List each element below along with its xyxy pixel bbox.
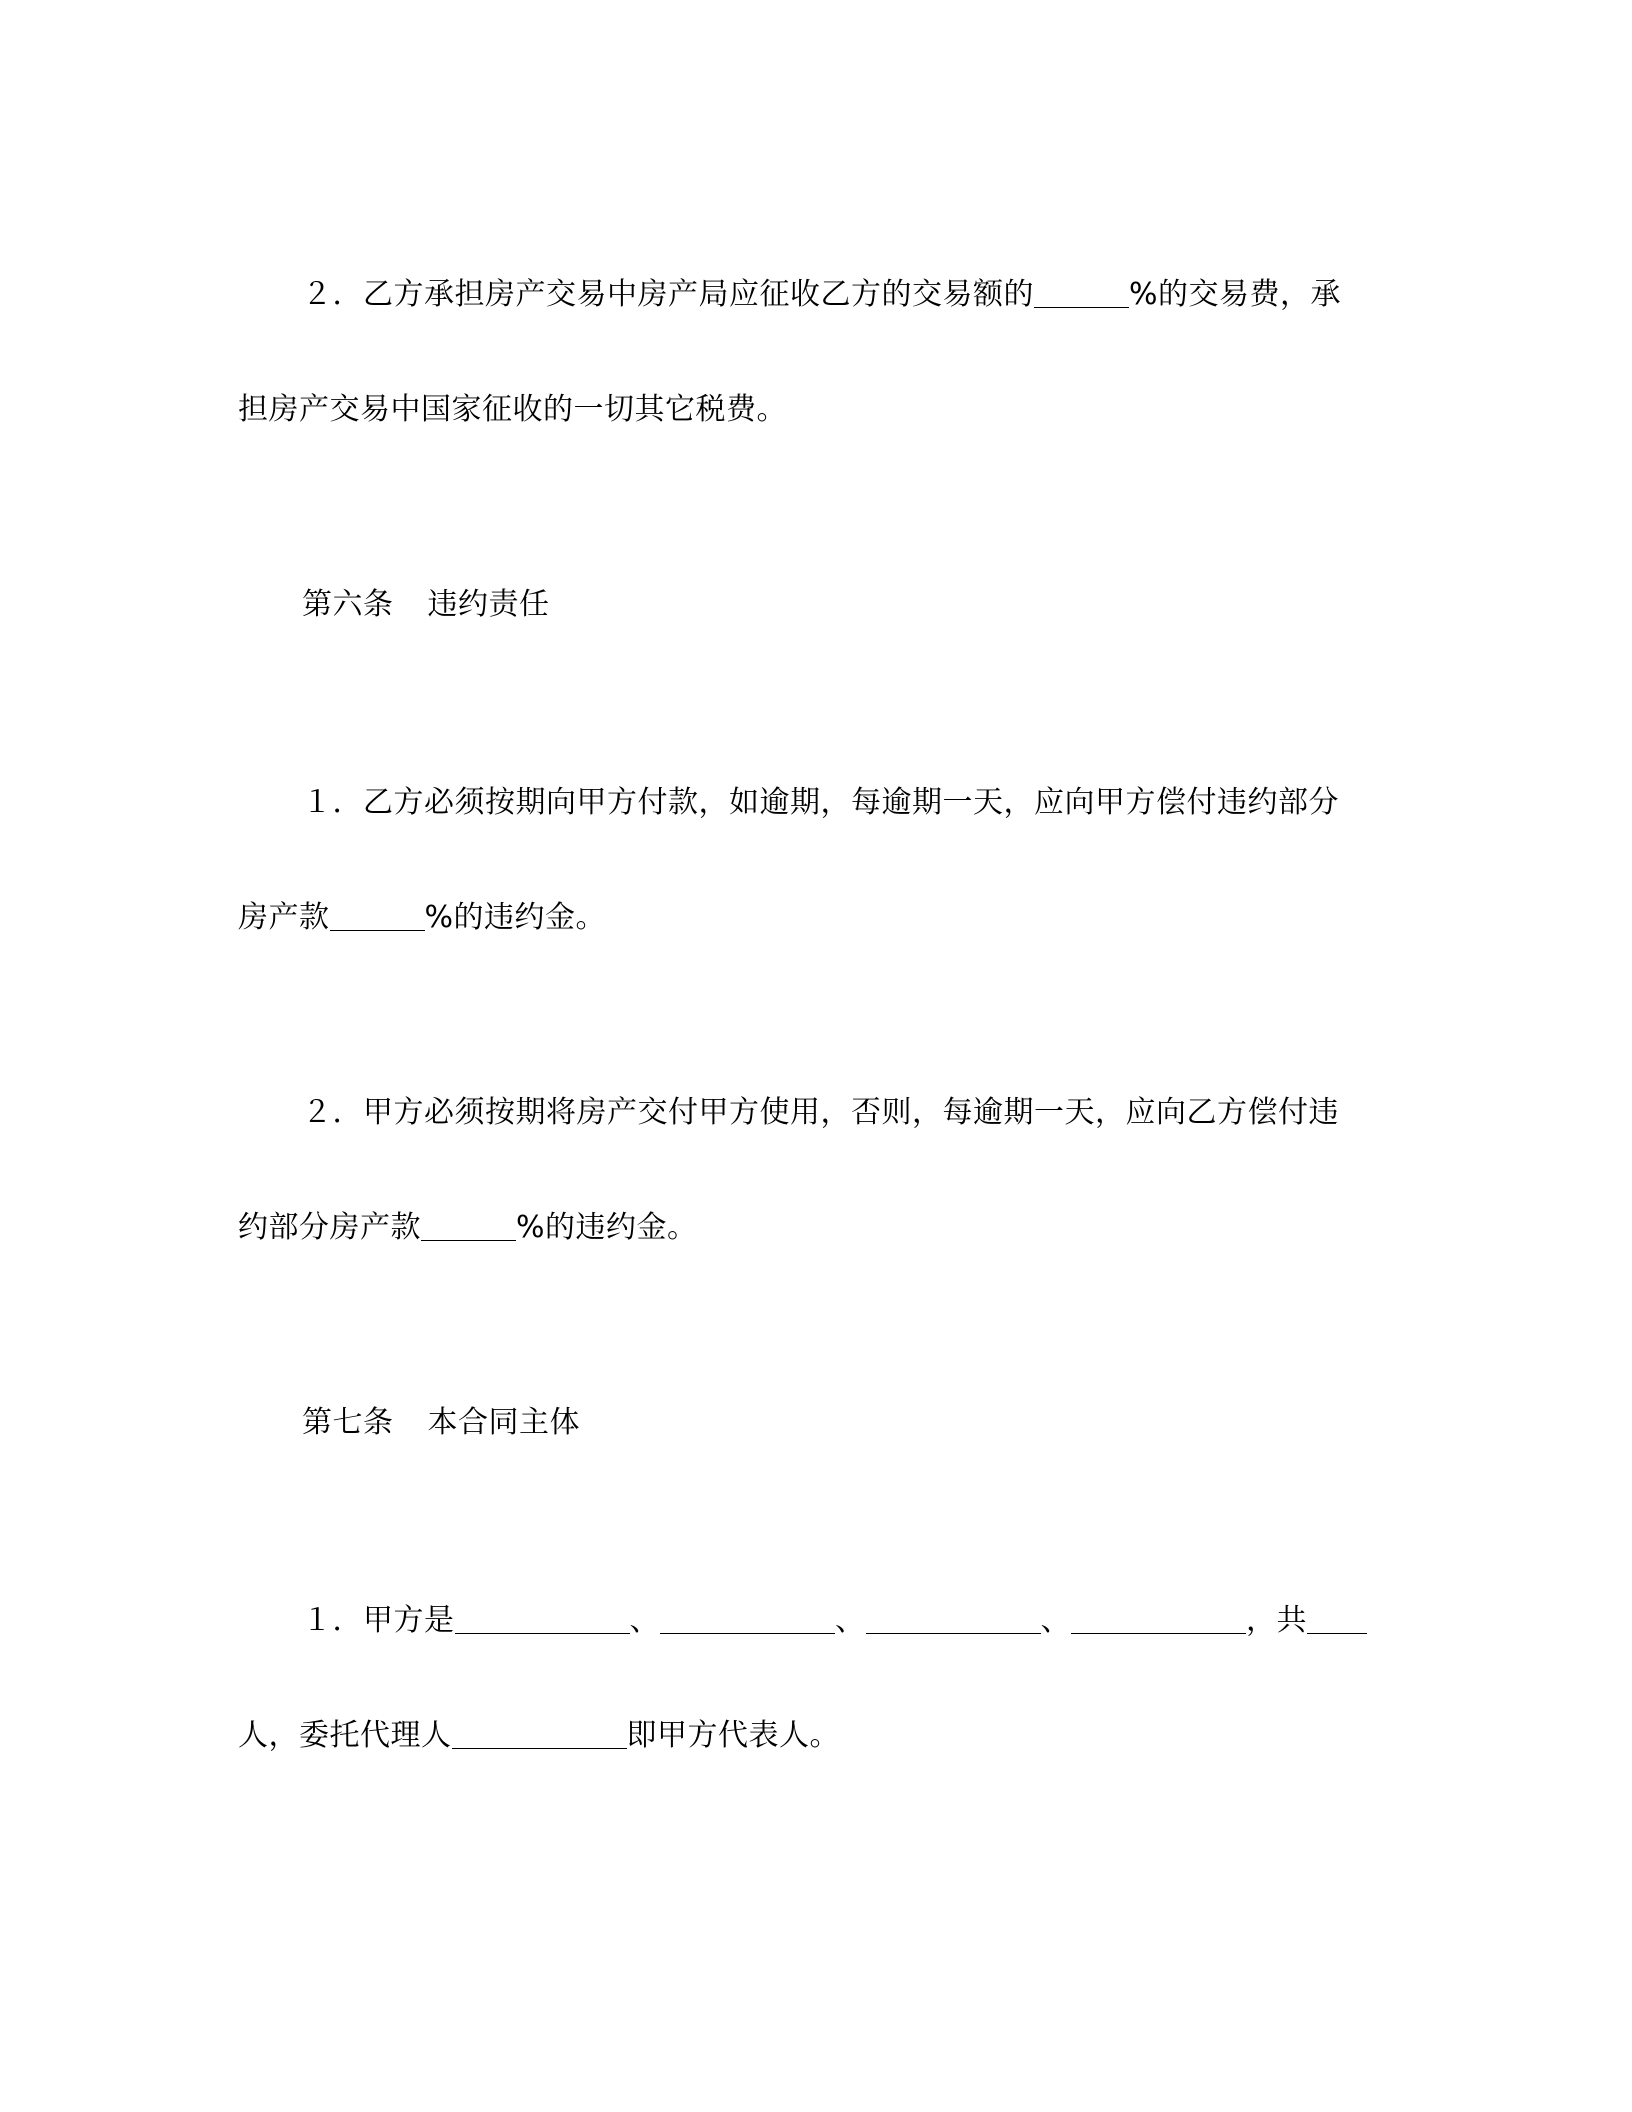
- party-a-name-blank-1[interactable]: [455, 1603, 630, 1634]
- clause5-item2-line1: [302, 275, 1341, 315]
- clause6-item1-line1: [302, 783, 1339, 823]
- clause7-item1-prefix: １．甲方是: [302, 1603, 455, 1638]
- clause5-item2-text-a: ２．乙方承担房产交易中房产局应征收乙方的交易额的: [302, 277, 1034, 312]
- clause6-item1-text-c: %的违约金。: [424, 900, 607, 935]
- party-a-name-blank-3[interactable]: [866, 1603, 1041, 1634]
- clause6-number: 第六条: [302, 587, 394, 622]
- clause7-item1-text-b: 即甲方代表人。: [626, 1718, 840, 1753]
- agent-name-blank[interactable]: [452, 1718, 627, 1749]
- clause6-item2-text-a: ２．甲方必须按期将房产交付甲方使用，否则，每逾期一天，应向乙方偿付违: [302, 1095, 1339, 1130]
- separator: 、: [1040, 1603, 1071, 1638]
- party-a-name-blank-2[interactable]: [660, 1603, 835, 1634]
- clause7-item1-line2: [238, 1716, 840, 1756]
- clause7-heading: [302, 1403, 580, 1443]
- clause7-title: 本合同主体: [427, 1405, 580, 1440]
- clause6-item2-text-c: %的违约金。: [516, 1210, 698, 1245]
- clause6-heading: [302, 585, 550, 625]
- party-a-count-blank[interactable]: [1307, 1603, 1367, 1634]
- clause6-item2-line2: [238, 1208, 698, 1248]
- clause6-item1-text-a: １．乙方必须按期向甲方付款，如逾期，每逾期一天，应向甲方偿付违约部分: [302, 785, 1339, 820]
- separator: 、: [835, 1603, 866, 1638]
- party-a-name-blank-4[interactable]: [1071, 1603, 1246, 1634]
- buyer-penalty-percent-blank[interactable]: [330, 900, 425, 931]
- clause7-item1-line1: [302, 1601, 1367, 1641]
- clause6-item2-text-b: 约部分房产款: [238, 1210, 421, 1245]
- clause6-item1-text-b: 房产款: [238, 900, 330, 935]
- clause6-title: 违约责任: [427, 587, 550, 622]
- clause5-item2-line2: [238, 390, 787, 430]
- clause6-item1-line2: [238, 898, 606, 938]
- transaction-fee-percent-blank[interactable]: [1034, 277, 1129, 308]
- clause6-item2-line1: [302, 1093, 1339, 1133]
- total-separator: ，共: [1246, 1603, 1307, 1638]
- clause7-number: 第七条: [302, 1405, 394, 1440]
- seller-penalty-percent-blank[interactable]: [421, 1210, 516, 1241]
- clause7-item1-text-a: 人，委托代理人: [238, 1718, 452, 1753]
- clause5-item2-text-c: 担房产交易中国家征收的一切其它税费。: [238, 392, 787, 427]
- clause5-item2-text-b: %的交易费，承: [1129, 277, 1342, 312]
- separator: 、: [629, 1603, 660, 1638]
